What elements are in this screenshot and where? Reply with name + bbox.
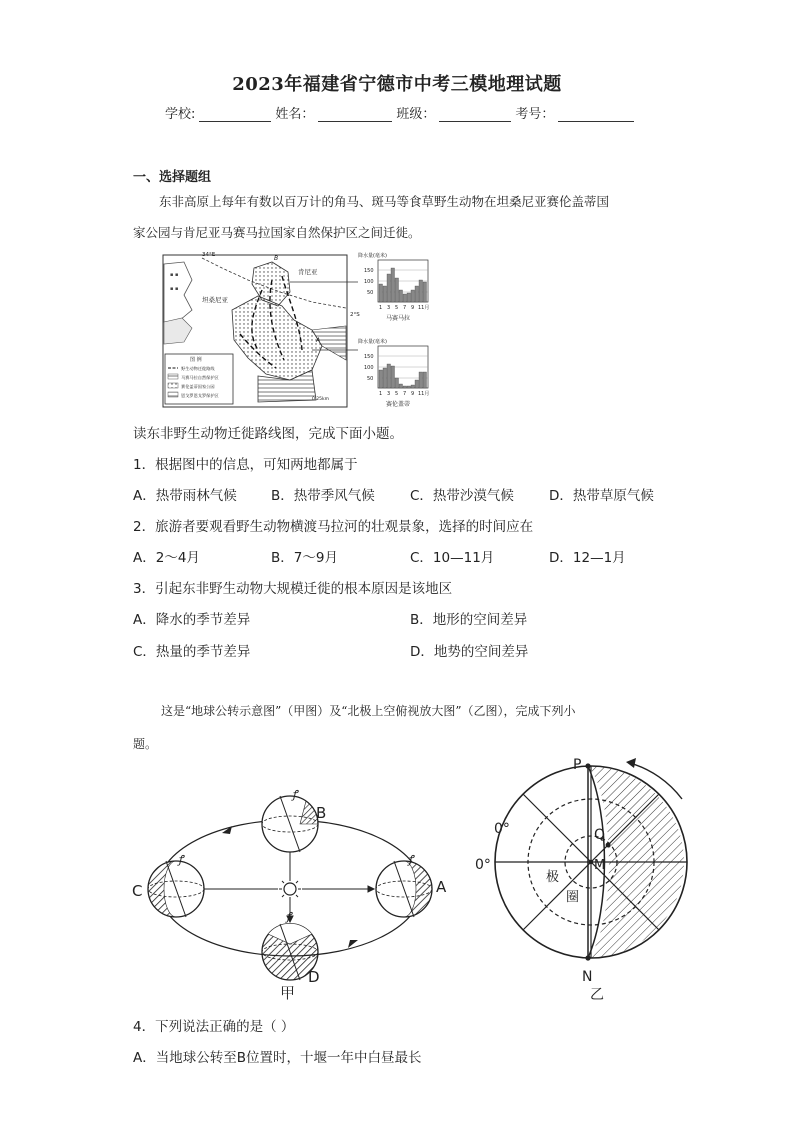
lat-label: 2°S	[350, 312, 360, 318]
intro-line: 家公园与肯尼亚马赛马拉国家自然保护区之间迁徙。	[133, 225, 421, 240]
school-label: 学校:	[165, 107, 196, 122]
legend-item: 恩戈罗恩戈罗保护区	[181, 393, 219, 398]
figure-yi-label: 乙	[590, 987, 604, 1003]
label-m: M	[594, 858, 606, 873]
q1-option-d[interactable]: D．热带草原气候	[549, 488, 654, 504]
x-tick: 1	[379, 305, 383, 311]
point-b-label: B	[274, 255, 279, 262]
q3-option-d[interactable]: D．地势的空间差异	[410, 644, 529, 660]
q2-options	[133, 546, 693, 566]
student-info-row	[165, 103, 634, 122]
scale-label: 0 25km	[312, 397, 330, 402]
sun-icon	[279, 878, 301, 900]
legend-item: 赛伦盖蒂国家公园	[181, 384, 215, 389]
polar-view-figure-yi	[470, 757, 720, 1005]
kenya-label: 肯尼亚	[298, 268, 318, 276]
svg-text:ꝭ: ꝭ	[286, 910, 292, 923]
y-tick: 150	[364, 354, 374, 360]
x-tick: 9	[411, 305, 415, 311]
x-tick: 7	[403, 391, 407, 397]
figure-jia-label: 甲	[280, 984, 296, 1002]
intro-paragraph-2	[133, 695, 673, 761]
svg-text:ꝭ: ꝭ	[408, 853, 414, 866]
label-a: A	[436, 878, 447, 896]
x-tick: 11月	[418, 305, 430, 311]
label-b: B	[316, 804, 327, 822]
label-ji: 极	[546, 870, 560, 885]
intro-line: 这是“地球公转示意图”（甲图）及“北极上空俯视放大图”（乙图），完成下列小	[161, 704, 576, 718]
label-zero-2: 0°	[475, 857, 491, 873]
chart2-caption: 赛伦盖蒂	[386, 401, 411, 408]
exam-no-blank	[558, 109, 634, 122]
serengeti-climate-chart	[358, 338, 429, 408]
label-p: P	[573, 757, 582, 773]
y-tick: 50	[367, 376, 374, 382]
exam-no-label: 考号：	[515, 107, 555, 122]
y-tick: 150	[364, 268, 374, 274]
q1-stem: 1．根据图中的信息，可知两地都属于	[133, 457, 358, 473]
earth-position-c	[148, 853, 204, 917]
x-tick: 7	[403, 305, 407, 311]
q2-option-d[interactable]: D．12—1月	[549, 550, 626, 566]
y-tick: 100	[364, 365, 374, 371]
read-prompt: 读东非野生动物迁徙路线图，完成下面小题。	[133, 426, 403, 442]
lon-label: 34°E	[202, 252, 216, 258]
orbit-figure-jia	[130, 768, 460, 1008]
label-q: Q	[594, 827, 606, 843]
q4-stem: 4．下列说法正确的是（ ）	[133, 1019, 295, 1035]
label-zero-1: 0°	[494, 821, 510, 837]
x-tick: 5	[395, 391, 399, 397]
migration-map-figure	[162, 250, 430, 412]
page-title: 2023年福建省宁德市中考三模地理试题	[232, 74, 562, 95]
q2-option-a[interactable]: A．2～4月	[133, 550, 200, 566]
x-tick: 1	[379, 391, 383, 397]
tanzania-label: 坦桑尼亚	[202, 296, 228, 304]
section-heading: 一、选择题组	[133, 170, 212, 185]
earth-position-b	[262, 788, 318, 852]
legend-item: 马赛马拉自然保护区	[181, 375, 219, 380]
q1-option-c[interactable]: C．热带沙漠气候	[410, 488, 514, 504]
label-quan: 圈	[566, 890, 580, 905]
class-label: 班级：	[396, 107, 436, 122]
q3-option-b[interactable]: B．地形的空间差异	[410, 612, 528, 628]
earth-position-a	[376, 853, 432, 917]
school-blank	[199, 109, 271, 122]
q2-option-b[interactable]: B．7～9月	[271, 550, 338, 566]
q1-option-a[interactable]: A．热带雨林气候	[133, 488, 237, 504]
x-tick: 3	[387, 391, 391, 397]
name-blank	[318, 109, 392, 122]
svg-text:▪ ▪: ▪ ▪	[170, 272, 179, 278]
y-tick: 50	[367, 290, 374, 296]
chart-ylabel: 降水量(毫米)	[358, 253, 387, 259]
svg-text:ꝭ: ꝭ	[292, 788, 298, 801]
q2-option-c[interactable]: C．10—11月	[410, 550, 495, 566]
x-tick: 11月	[418, 391, 430, 397]
label-c: C	[132, 882, 143, 900]
svg-text:ꝭ: ꝭ	[178, 853, 184, 866]
y-tick: 100	[364, 279, 374, 285]
q3-option-a[interactable]: A．降水的季节差异	[133, 612, 251, 628]
name-label: 姓名：	[275, 107, 315, 122]
q3-option-c[interactable]: C．热量的季节差异	[133, 644, 251, 660]
x-tick: 9	[411, 391, 415, 397]
label-n: N	[582, 969, 593, 985]
q1-options	[133, 484, 693, 504]
point-a-label: A	[316, 337, 321, 344]
intro-paragraph-1	[133, 186, 663, 248]
q3-stem: 3．引起东非野生动物大规模迁徙的根本原因是该地区	[133, 581, 453, 597]
label-d: D	[308, 968, 320, 986]
q3-options	[133, 608, 693, 660]
chart1-caption: 马赛马拉	[386, 315, 411, 322]
chart-ylabel: 降水量(毫米)	[358, 339, 387, 345]
intro-line: 题。	[133, 737, 158, 751]
q2-stem: 2．旅游者要观看野生动物横渡马拉河的壮观景象，选择的时间应在	[133, 519, 534, 535]
svg-text:▪ ▪: ▪ ▪	[170, 286, 179, 292]
x-tick: 5	[395, 305, 399, 311]
masai-mara-climate-chart	[358, 252, 429, 322]
x-tick: 3	[387, 305, 391, 311]
q1-option-b[interactable]: B．热带季风气候	[271, 488, 375, 504]
q4-option-a[interactable]: A．当地球公转至B位置时，十堰一年中白昼最长	[133, 1050, 422, 1066]
intro-line: 东非高原上每年有数以百万计的角马、斑马等食草野生动物在坦桑尼亚赛伦盖蒂国	[159, 194, 610, 209]
class-blank	[439, 109, 511, 122]
legend-title: 图 例	[190, 357, 202, 363]
legend-item: 野生动物迁徙路线	[181, 366, 215, 371]
